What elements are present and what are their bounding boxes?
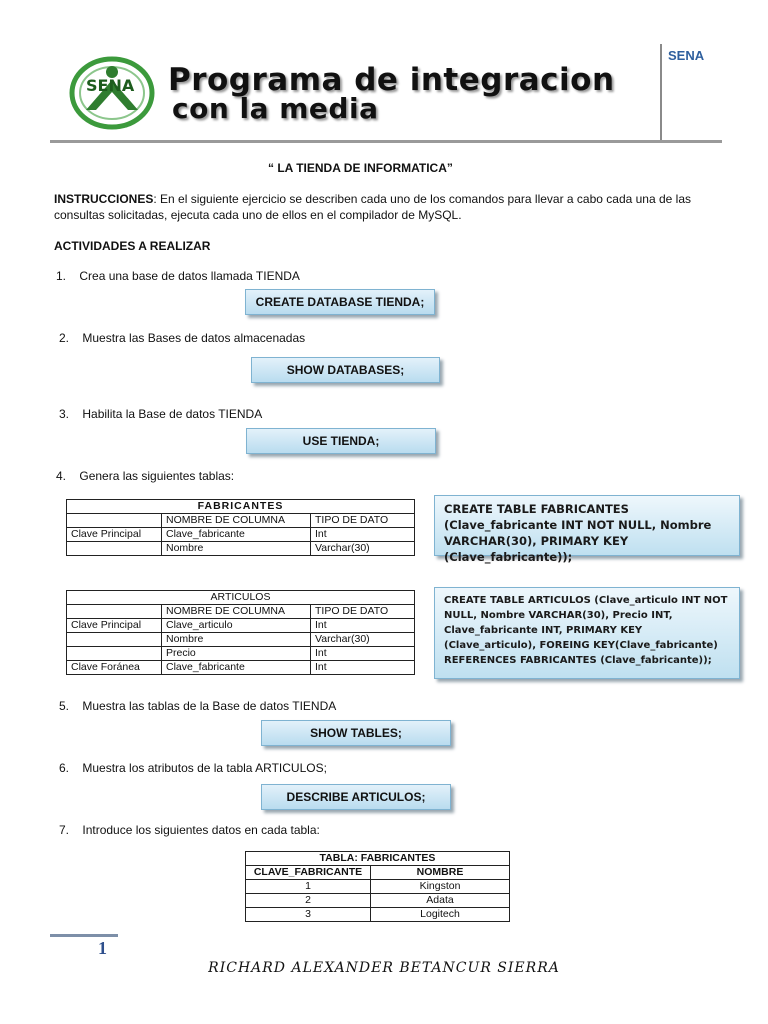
command-use-tienda: USE TIENDA; [246, 428, 436, 454]
command-show-databases: SHOW DATABASES; [251, 357, 440, 383]
table-title-row [67, 591, 415, 605]
sena-logo [66, 50, 158, 136]
step-1 [56, 268, 300, 284]
command-describe-articulos: DESCRIBE ARTICULOS; [261, 784, 451, 810]
step-number: 6. [59, 761, 70, 775]
step-text: Habilita la Base de datos TIENDA [82, 407, 263, 421]
page-number: 1 [98, 938, 107, 958]
step-number: 7. [59, 823, 70, 837]
table-header: NOMBRE DE COLUMNA [162, 514, 311, 528]
step-7 [59, 822, 320, 838]
step-4 [56, 468, 234, 484]
logo-text: SENA [86, 76, 135, 95]
step-text: Muestra las Bases de datos almacenadas [82, 331, 306, 345]
table-cell: Int [311, 528, 415, 542]
table-title: TABLA: FABRICANTES [246, 852, 510, 866]
table-title: ARTICULOS [67, 591, 415, 605]
sql-create-fabricantes: CREATE TABLE FABRICANTES (Clave_fabricante INT NOT NULL, Nombre VARCHAR(30), PRIMARY KEY (Clave_fabricante)); [434, 495, 740, 556]
table-cell [67, 605, 162, 619]
instructions-line2: consultas solicitadas, ejecuta cada uno de ellos en el compilador de MySQL. [54, 208, 462, 222]
instructions-paragraph [54, 191, 691, 207]
table-row [246, 880, 510, 894]
table-header: TIPO DE DATO [311, 605, 415, 619]
table-header-row [246, 866, 510, 880]
table-cell [67, 542, 162, 556]
step-number: 4. [56, 469, 67, 483]
table-cell: Logitech [371, 908, 510, 922]
table-row [67, 661, 415, 675]
step-text: Genera las siguientes tablas: [79, 469, 235, 483]
table-cell: Kingston [371, 880, 510, 894]
table-cell: Clave_fabricante [162, 528, 311, 542]
table-cell: Nombre [162, 542, 311, 556]
table-header-row [67, 605, 415, 619]
table-row [67, 647, 415, 661]
banner-title-line1: Programa de integracion [168, 62, 615, 98]
step-6 [59, 760, 327, 776]
table-row [67, 542, 415, 556]
step-5 [59, 698, 336, 714]
table-cell: Precio [162, 647, 311, 661]
step-2 [59, 330, 305, 346]
table-cell: Varchar(30) [311, 542, 415, 556]
step-number: 5. [59, 699, 70, 713]
table-cell: Clave_articulo [162, 619, 311, 633]
table-cell: Nombre [162, 633, 311, 647]
table-cell [67, 647, 162, 661]
corner-tag: SENA [668, 48, 705, 63]
table-header: TIPO DE DATO [311, 514, 415, 528]
fabricantes-data-table [245, 851, 510, 922]
table-row [246, 908, 510, 922]
table-row [67, 619, 415, 633]
table-row [67, 528, 415, 542]
table-cell [67, 514, 162, 528]
step-text: Muestra las tablas de la Base de datos TIENDA [82, 699, 337, 713]
activities-heading: ACTIVIDADES A REALIZAR [54, 239, 211, 253]
step-number: 3. [59, 407, 70, 421]
author-name: RICHARD ALEXANDER BETANCUR SIERRA [208, 960, 560, 976]
table-header-row [67, 514, 415, 528]
table-cell: Clave Principal [67, 619, 162, 633]
step-text: Introduce los siguientes datos en cada tabla: [82, 823, 320, 837]
sql-create-articulos: CREATE TABLE ARTICULOS (Clave_articulo INT NOT NULL, Nombre VARCHAR(30), Precio INT, Clave_fabricante INT, PRIMARY KEY (Clave_articulo), FOREING KEY(Clave_fabricante) REFERENCES FABRICANTES (Clave_fabricante)); [434, 587, 740, 679]
instructions-label: INSTRUCCIONES [54, 192, 154, 206]
fabricantes-schema-table [66, 499, 415, 556]
table-header: CLAVE_FABRICANTE [246, 866, 371, 880]
table-title-row [67, 500, 415, 514]
table-cell: Varchar(30) [311, 633, 415, 647]
footer-divider [50, 934, 118, 937]
table-row [246, 894, 510, 908]
step-3 [59, 406, 262, 422]
command-show-tables: SHOW TABLES; [261, 720, 451, 746]
table-cell [67, 633, 162, 647]
step-number: 2. [59, 331, 70, 345]
table-cell: 3 [246, 908, 371, 922]
step-text: Crea una base de datos llamada TIENDA [79, 269, 300, 283]
table-cell: Int [311, 661, 415, 675]
table-title-row [246, 852, 510, 866]
table-header: NOMBRE [371, 866, 510, 880]
step-number: 1. [56, 269, 67, 283]
command-create-database: CREATE DATABASE TIENDA; [245, 289, 435, 315]
table-cell: Clave Principal [67, 528, 162, 542]
table-title: FABRICANTES [67, 500, 415, 514]
table-header: NOMBRE DE COLUMNA [162, 605, 311, 619]
table-cell: Clave Foránea [67, 661, 162, 675]
step-text: Muestra los atributos de la tabla ARTICULOS; [82, 761, 327, 775]
table-cell: Clave_fabricante [162, 661, 311, 675]
document-title: “ LA TIENDA DE INFORMATICA” [268, 161, 453, 175]
header-horizontal-divider [50, 140, 722, 143]
table-cell: 1 [246, 880, 371, 894]
header-vertical-divider [660, 44, 662, 140]
instructions-line1: : En el siguiente ejercicio se describen cada uno de los comandos para llevar a cabo cada una de las [153, 192, 692, 206]
table-cell: Int [311, 647, 415, 661]
table-row [67, 633, 415, 647]
table-cell: Int [311, 619, 415, 633]
table-cell: 2 [246, 894, 371, 908]
table-cell: Adata [371, 894, 510, 908]
banner-title-line2: con la media [172, 92, 379, 125]
articulos-schema-table [66, 590, 415, 675]
